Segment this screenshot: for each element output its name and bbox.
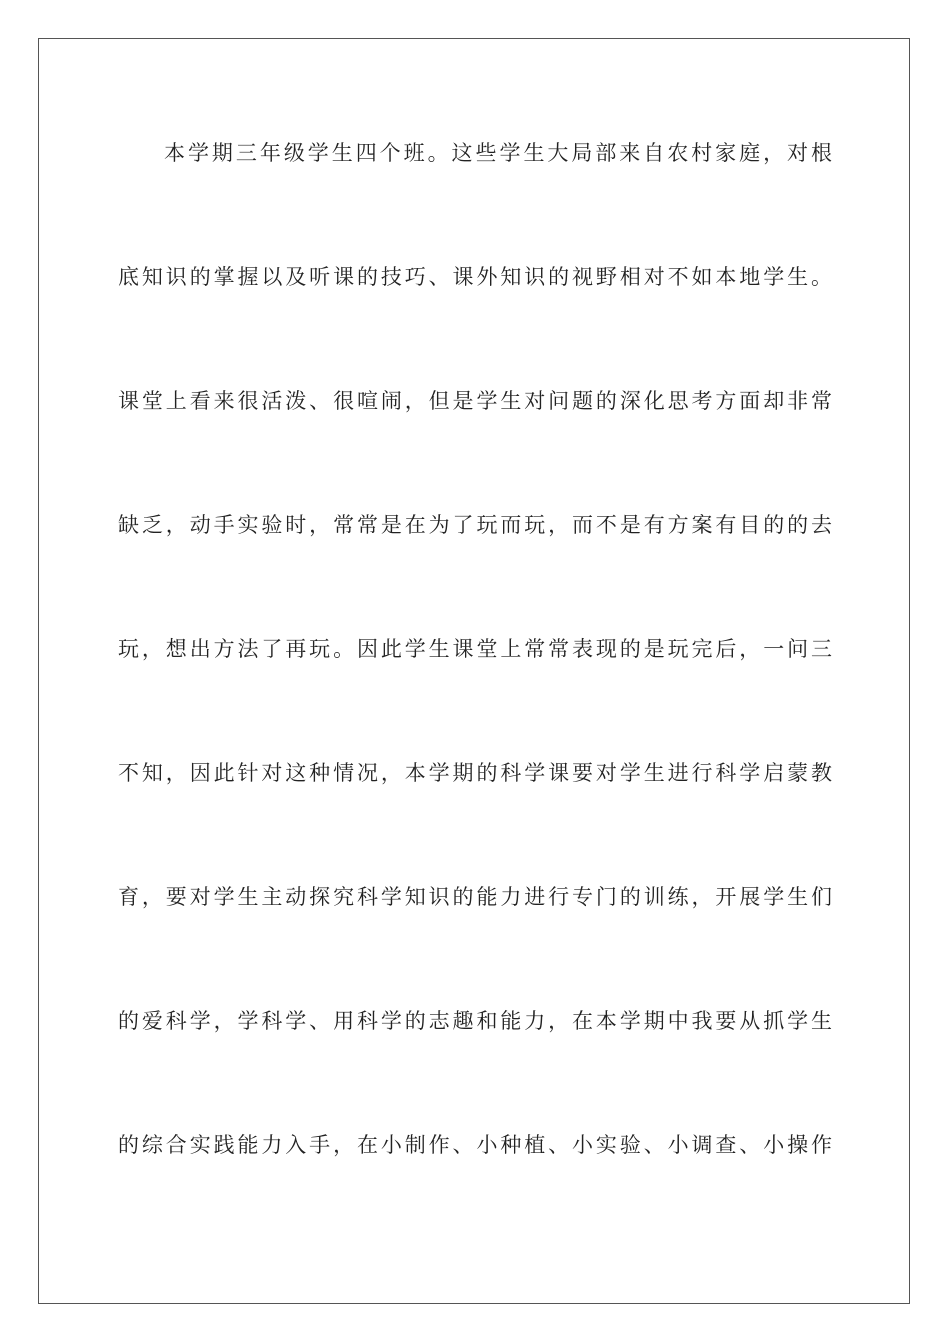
text-line-4: 缺乏，动手实验时，常常是在为了玩而玩，而不是有方案有目的的去	[118, 513, 832, 537]
text-line-7: 育，要对学生主动探究科学知识的能力进行专门的训练，开展学生们	[118, 885, 832, 909]
text-line-8: 的爱科学，学科学、用科学的志趣和能力，在本学期中我要从抓学生	[118, 1009, 832, 1033]
text-line-2: 底知识的掌握以及听课的技巧、课外知识的视野相对不如本地学生。	[118, 265, 832, 289]
text-line-9: 的综合实践能力入手，在小制作、小种植、小实验、小调查、小操作	[118, 1133, 832, 1157]
text-line-3: 课堂上看来很活泼、很喧闹，但是学生对问题的深化思考方面却非常	[118, 389, 832, 413]
text-line-1: 本学期三年级学生四个班。这些学生大局部来自农村家庭，对根	[164, 141, 832, 165]
body-paragraph	[118, 122, 832, 1238]
text-line-6: 不知，因此针对这种情况，本学期的科学课要对学生进行科学启蒙教	[118, 761, 832, 785]
text-line-5: 玩，想出方法了再玩。因此学生课堂上常常表现的是玩完后，一问三	[118, 637, 832, 661]
